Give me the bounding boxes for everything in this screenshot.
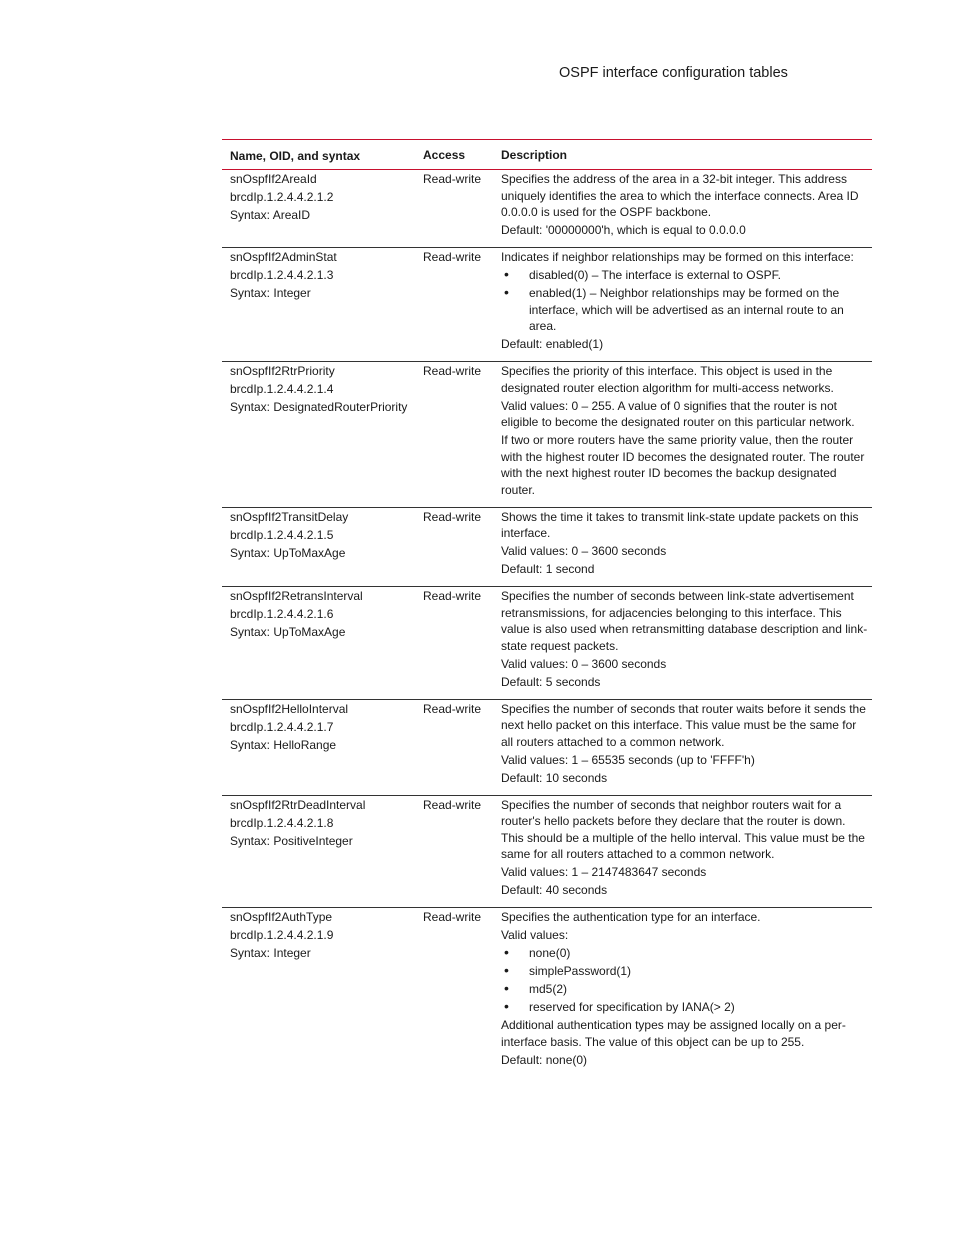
name-oid-syntax-cell <box>222 587 423 699</box>
object-syntax: Syntax: HelloRange <box>230 737 337 752</box>
description-paragraph: Indicates if neighbor relationships may be formed on this interface: <box>501 250 854 264</box>
bullet-item: • reserved for specification by IANA(> 2) <box>501 999 868 1016</box>
description-paragraph: Additional authentication types may be assigned locally on a per-interface basis. The value of this object can be up to 255. <box>501 1018 846 1049</box>
table-row <box>222 908 872 1077</box>
description-cell <box>501 362 872 507</box>
oid-table <box>222 139 872 1077</box>
column-header-access: Access <box>423 147 466 162</box>
description-cell <box>501 508 872 587</box>
table-header <box>222 140 872 170</box>
description-paragraph: Default: 1 second <box>501 562 595 576</box>
description-paragraph: Valid values: 1 – 65535 seconds (up to 'FFFF'h) <box>501 752 755 767</box>
object-oid: brcdIp.1.2.4.4.2.1.6 <box>230 607 334 621</box>
description-paragraph: Default: 5 seconds <box>501 674 601 689</box>
description-cell <box>501 700 872 795</box>
description-cell <box>501 248 872 361</box>
name-oid-syntax-cell <box>222 700 423 795</box>
object-syntax: Syntax: Integer <box>230 946 311 960</box>
name-oid-syntax-cell <box>222 170 423 247</box>
name-oid-syntax-cell <box>222 362 423 507</box>
object-name: snOspfIf2AreaId <box>230 172 317 186</box>
description-paragraph: Specifies the address of the area in a 32-bit integer. This address uniquely identifies the area to which the interface connects. Area ID 0.0.0.0 is used for the OSPF backbone. <box>501 172 859 219</box>
access-cell: Read-write <box>423 509 482 524</box>
bullet-list <box>501 945 868 1016</box>
page-header-title: OSPF interface configuration tables <box>559 65 788 81</box>
description-paragraph: Default: none(0) <box>501 1052 588 1067</box>
access-cell: Read-write <box>423 172 482 186</box>
description-paragraph: Default: 10 seconds <box>501 770 608 785</box>
name-oid-syntax-cell <box>222 508 423 587</box>
description-paragraph: Specifies the authentication type for an interface. <box>501 910 761 924</box>
object-syntax: Syntax: DesignatedRouterPriority <box>230 400 408 414</box>
description-paragraph: Valid values: 0 – 255. A value of 0 signifies that the router is not eligible to become the designated router on this particular network. <box>501 398 855 429</box>
description-cell <box>501 908 872 1077</box>
description-paragraph: Shows the time it takes to transmit link-state update packets on this interface. <box>501 509 859 540</box>
description-paragraph: Valid values: <box>501 928 569 942</box>
access-cell: Read-write <box>423 589 482 603</box>
object-name: snOspfIf2RtrDeadInterval <box>230 797 366 812</box>
description-paragraph: Valid values: 0 – 3600 seconds <box>501 544 667 558</box>
object-name: snOspfIf2RetransInterval <box>230 589 363 603</box>
table-row <box>222 508 872 588</box>
bullet-item: • none(0) <box>501 945 868 962</box>
access-cell: Read-write <box>423 797 482 812</box>
object-name: snOspfIf2AdminStat <box>230 250 337 264</box>
description-cell <box>501 796 872 908</box>
access-cell: Read-write <box>423 364 482 378</box>
object-oid: brcdIp.1.2.4.4.2.1.9 <box>230 928 334 942</box>
description-paragraph: Valid values: 0 – 3600 seconds <box>501 656 667 671</box>
column-header-description: Description <box>501 147 568 162</box>
object-name: snOspfIf2RtrPriority <box>230 364 335 378</box>
description-paragraph: Specifies the number of seconds that router waits before it sends the next hello packet on this interface. This value must be the same for all routers attached to a common network. <box>501 701 866 749</box>
table-row <box>222 248 872 362</box>
access-cell: Read-write <box>423 910 482 924</box>
bullet-list <box>501 267 868 335</box>
object-oid: brcdIp.1.2.4.4.2.1.4 <box>230 382 334 396</box>
description-paragraph: Specifies the priority of this interface. This object is used in the designated router election algorithm for multi-access networks. <box>501 364 834 395</box>
bullet-item: • disabled(0) – The interface is external to OSPF. <box>501 267 868 284</box>
table-body <box>222 170 872 1077</box>
description-paragraph: Default: '00000000'h, which is equal to 0.0.0.0 <box>501 223 746 237</box>
bullet-item: • enabled(1) – Neighbor relationships may be formed on the interface, which will be advertised as an internal route to an area. <box>501 285 868 335</box>
object-oid: brcdIp.1.2.4.4.2.1.2 <box>230 190 334 204</box>
description-paragraph: Specifies the number of seconds between link-state advertisement retransmissions, for adjacencies belonging to this interface. This value is also used when retransmitting database description and link-state request packets. <box>501 589 868 653</box>
table-row <box>222 170 872 248</box>
object-oid: brcdIp.1.2.4.4.2.1.3 <box>230 268 334 282</box>
description-paragraph: Default: enabled(1) <box>501 337 604 351</box>
description-cell <box>501 587 872 699</box>
description-cell <box>501 170 872 247</box>
name-oid-syntax-cell <box>222 908 423 1077</box>
access-cell: Read-write <box>423 250 482 264</box>
object-name: snOspfIf2HelloInterval <box>230 701 349 716</box>
column-header-name: Name, OID, and syntax <box>230 148 361 163</box>
object-syntax: Syntax: AreaID <box>230 208 311 222</box>
name-oid-syntax-cell <box>222 248 423 361</box>
table-row <box>222 700 872 796</box>
table-row <box>222 796 872 909</box>
access-cell: Read-write <box>423 701 482 716</box>
object-oid: brcdIp.1.2.4.4.2.1.7 <box>230 719 334 734</box>
object-name: snOspfIf2AuthType <box>230 910 333 924</box>
object-syntax: Syntax: Integer <box>230 286 311 300</box>
table-row <box>222 587 872 700</box>
object-syntax: Syntax: PositiveInteger <box>230 833 353 848</box>
object-syntax: Syntax: UpToMaxAge <box>230 545 346 560</box>
description-paragraph: If two or more routers have the same priority value, then the router with the highest router ID becomes the designated router. The router with the next highest router ID becomes the backup designated router. <box>501 433 865 497</box>
object-name: snOspfIf2TransitDelay <box>230 509 349 524</box>
description-paragraph: Specifies the number of seconds that neighbor routers wait for a router's hello packets before they declare that the router is down. This should be a multiple of the hello interval. This value must be the same for all routers attached to a common network. <box>501 797 865 861</box>
object-oid: brcdIp.1.2.4.4.2.1.8 <box>230 815 334 830</box>
table-row <box>222 362 872 508</box>
description-paragraph: Default: 40 seconds <box>501 883 608 897</box>
bullet-item: • md5(2) <box>501 981 868 998</box>
description-paragraph: Valid values: 1 – 2147483647 seconds <box>501 865 707 879</box>
object-syntax: Syntax: UpToMaxAge <box>230 625 346 639</box>
object-oid: brcdIp.1.2.4.4.2.1.5 <box>230 527 334 542</box>
bullet-item: • simplePassword(1) <box>501 963 868 980</box>
name-oid-syntax-cell <box>222 796 423 908</box>
